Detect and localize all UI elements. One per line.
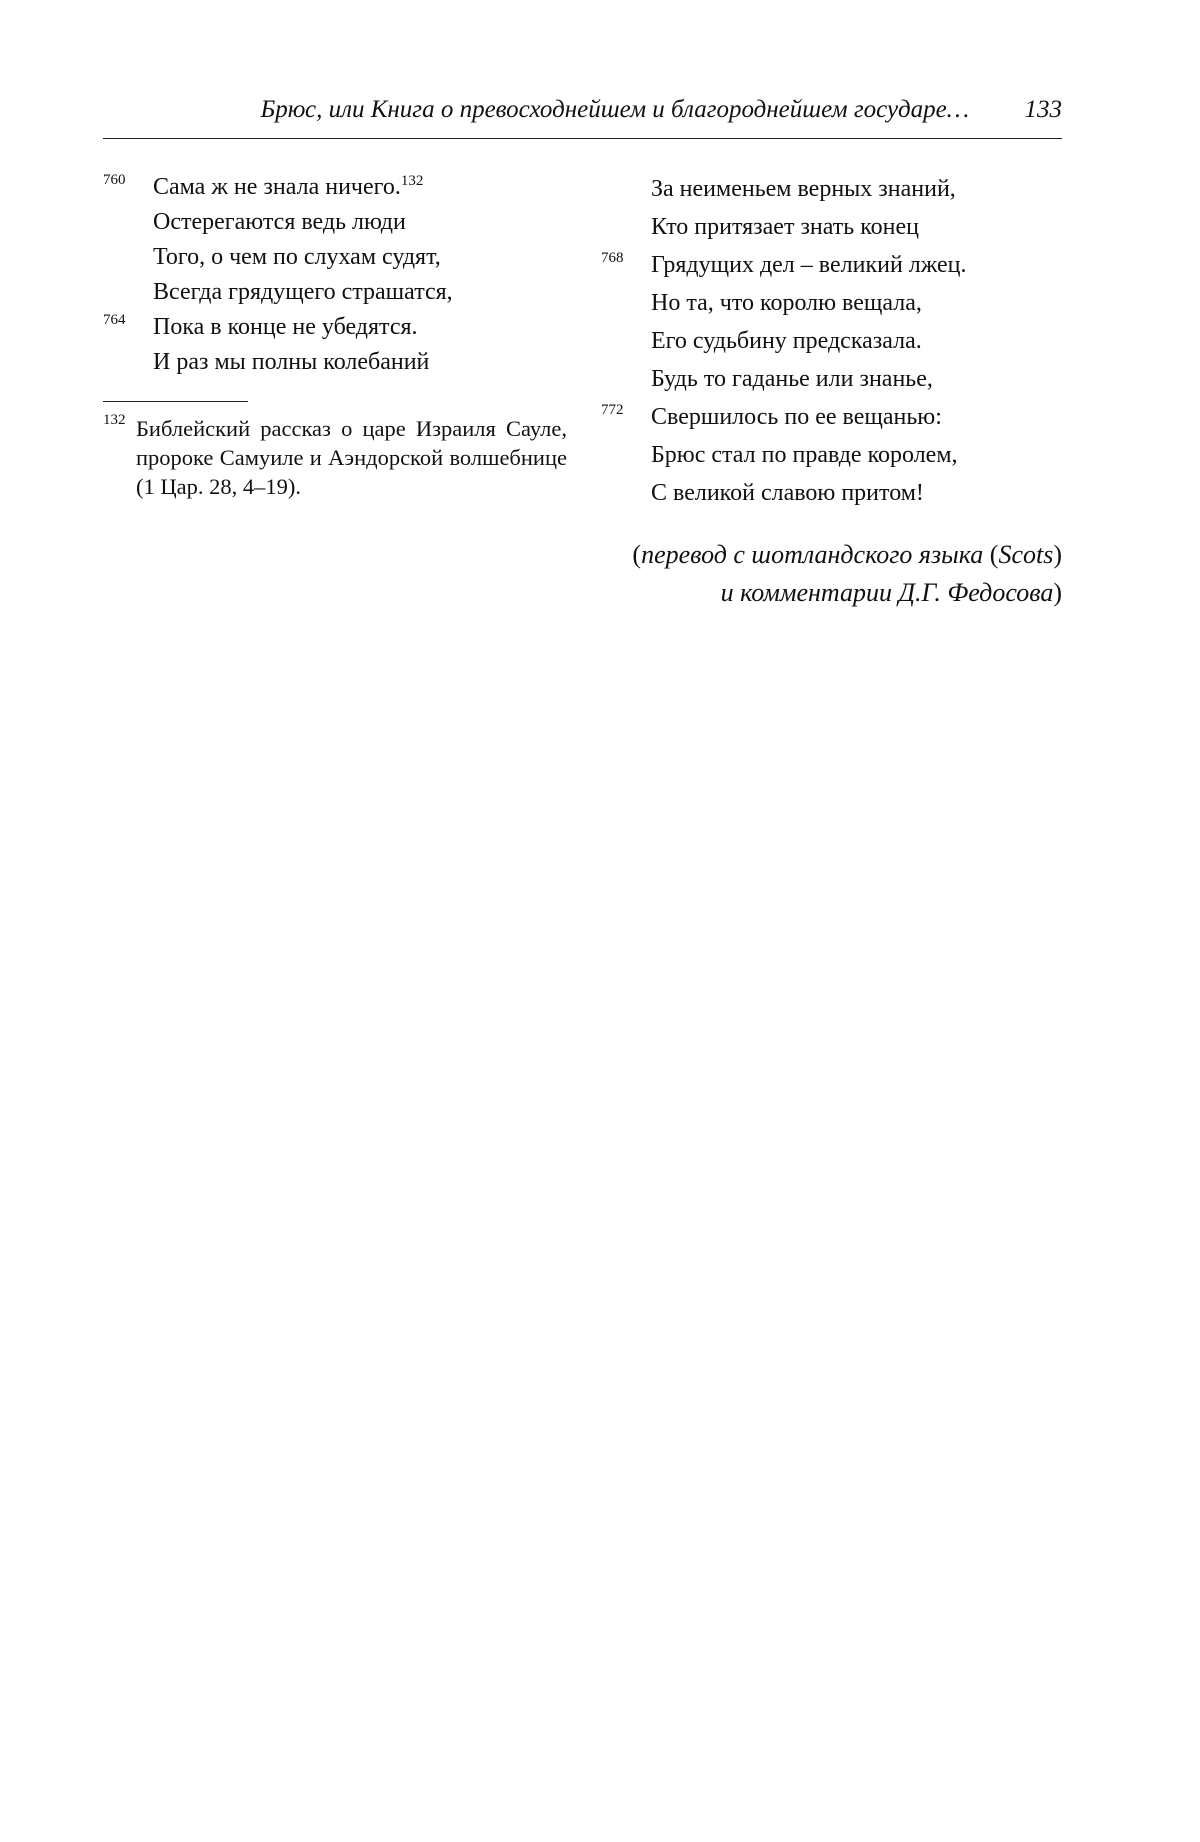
paren-close: ) — [1053, 578, 1062, 607]
verse-text: Грядущих дел – великий лжец. — [651, 252, 967, 278]
language-name: Scots — [998, 540, 1054, 569]
verse-text: За неименьем верных знаний, — [651, 176, 956, 202]
verse-line — [601, 284, 1071, 322]
verse-line — [601, 322, 1071, 360]
translation-credit-line-2 — [632, 574, 1062, 612]
verse-text: Кто притязает знать конец — [651, 214, 920, 240]
line-number: 764 — [103, 312, 126, 328]
footnote-rule — [103, 401, 248, 402]
line-number: 760 — [103, 172, 126, 188]
verse-line — [103, 310, 573, 345]
paren-close-inner: ) — [1053, 540, 1062, 569]
verse-text: Того, о чем по слухам судят, — [153, 244, 441, 270]
footnote-text: Библейский рассказ о царе Израиля Сауле, пророке Самуиле и Аэндорской волшебнице (1 Цар. 28, 4–19). — [136, 416, 567, 499]
running-head — [103, 96, 1062, 130]
verse-text: Брюс стал по правде королем, — [651, 442, 958, 468]
verse-line — [601, 360, 1071, 398]
verse-line — [601, 398, 1071, 436]
translation-credit-line-1 — [632, 536, 1062, 574]
verse-line — [601, 208, 1071, 246]
verse-text: И раз мы полны колебаний — [153, 349, 430, 375]
translation-credit — [632, 536, 1062, 612]
running-title: Брюс, или Книга о превосходнейшем и благороднейшем государе… — [260, 96, 969, 123]
verse-line — [601, 436, 1071, 474]
header-rule — [103, 138, 1062, 139]
verse-line — [103, 205, 573, 240]
verse-line — [103, 275, 573, 310]
paren-open-inner: ( — [983, 540, 999, 569]
verse-text-content: Сама ж не знала ничего. — [153, 174, 401, 200]
verse-text: Будь то гаданье или знанье, — [651, 366, 933, 392]
verse-column-left — [103, 170, 573, 380]
verse-line — [601, 170, 1071, 208]
commentary-credit: и комментарии Д.Г. Федосова — [720, 578, 1054, 607]
footnote-number: 132 — [103, 412, 126, 428]
verse-line — [103, 170, 573, 205]
verse-line — [103, 345, 573, 380]
verse-line — [601, 246, 1071, 284]
verse-text: Пока в конце не убедятся. — [153, 314, 418, 340]
verse-text: Всегда грядущего страшатся, — [153, 279, 453, 305]
verse-line — [601, 474, 1071, 512]
translation-label: перевод с шотландского языка — [641, 540, 984, 569]
verse-text: Свершилось по ее вещанью: — [651, 404, 942, 430]
verse-line — [103, 240, 573, 275]
verse-column-right — [601, 170, 1071, 512]
paren-open: ( — [632, 540, 642, 569]
footnote-reference: 132 — [400, 173, 424, 189]
verse-text: Его судьбину предсказала. — [651, 328, 922, 354]
line-number: 772 — [601, 402, 624, 418]
verse-text: С великой славою притом! — [651, 480, 924, 506]
verse-text — [153, 170, 423, 205]
page-number: 133 — [1024, 96, 1062, 123]
verse-text: Остерегаются ведь люди — [153, 209, 406, 235]
line-number: 768 — [601, 250, 624, 266]
verse-text: Но та, что королю вещала, — [651, 290, 922, 316]
